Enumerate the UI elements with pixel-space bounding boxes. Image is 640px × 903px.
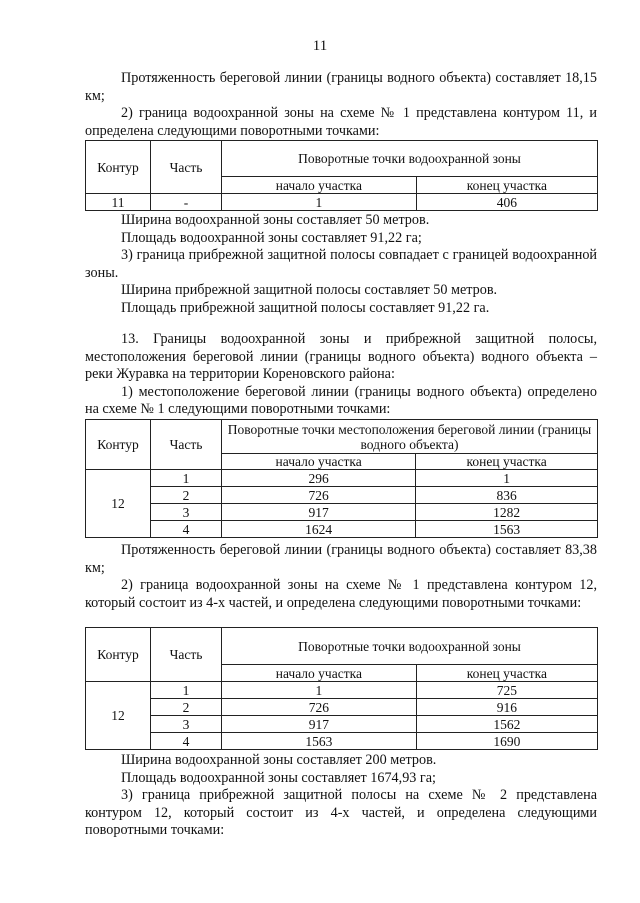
- table-row: [86, 487, 598, 504]
- header-kontur: Контур: [86, 141, 151, 194]
- cell-chast: 2: [151, 699, 222, 716]
- text-block-5: [85, 752, 597, 840]
- header-chast: Часть: [151, 141, 222, 194]
- table-row: [86, 194, 598, 211]
- cell-end: 1562: [416, 716, 597, 733]
- cell-end: 725: [416, 682, 597, 699]
- cell-end: 406: [416, 194, 597, 211]
- table-water-zone-contour-12: [85, 627, 598, 750]
- cell-start: 917: [222, 504, 416, 521]
- cell-start: 726: [222, 699, 417, 716]
- text-block-3: [85, 331, 597, 419]
- header-points: Поворотные точки местоположения береговой линии (границы водного объекта): [222, 420, 598, 454]
- section-13-heading: 13. Границы водоохранной зоны и прибрежной защитной полосы, местоположения береговой линии (границы водного объекта) водного объекта – реки Журавка на территории Кореновского района:: [85, 331, 597, 382]
- table-row: [86, 682, 598, 699]
- cell-end: 1: [416, 470, 598, 487]
- table-row: [86, 521, 598, 538]
- header-end: конец участка: [416, 665, 597, 682]
- paragraph: 2) граница водоохранной зоны на схеме № 1 представлена контуром 11, и определена следующими поворотными точками:: [85, 105, 597, 139]
- cell-start: 726: [222, 487, 416, 504]
- text-block-1: [85, 70, 597, 140]
- cell-kontur: 11: [86, 194, 151, 211]
- paragraph: 2) граница водоохранной зоны на схеме № 1 представлена контуром 12, который состоит из 4-х частей, и определена следующими поворотными точками:: [85, 577, 597, 611]
- table-shoreline-contour-12: [85, 419, 598, 538]
- paragraph: 1) местоположение береговой линии (границы водного объекта) определено на схеме № 1 следующими поворотными точками:: [85, 383, 597, 417]
- cell-start: 1: [222, 194, 417, 211]
- cell-chast: 3: [151, 716, 222, 733]
- cell-start: 1: [222, 682, 417, 699]
- cell-chast: 4: [151, 521, 222, 538]
- cell-chast: 1: [151, 682, 222, 699]
- paragraph: Площадь водоохранной зоны составляет 91,22 га;: [121, 229, 422, 246]
- paragraph: Ширина водоохранной зоны составляет 200 метров.: [121, 752, 437, 768]
- cell-end: 1563: [416, 521, 598, 538]
- cell-end: 836: [416, 487, 598, 504]
- text-block-2: [85, 212, 597, 317]
- cell-end: 1282: [416, 504, 598, 521]
- paragraph: Площадь водоохранной зоны составляет 1674,93 га;: [121, 769, 436, 786]
- table-row: [86, 733, 598, 750]
- header-kontur: Контур: [86, 628, 151, 682]
- page-number: 11: [312, 38, 328, 54]
- table-row: [86, 699, 598, 716]
- table-row: [86, 716, 598, 733]
- cell-start: 1624: [222, 521, 416, 538]
- paragraph: Протяженность береговой линии (границы водного объекта) составляет 18,15 км;: [85, 70, 597, 104]
- table-row: [86, 504, 598, 521]
- paragraph: 3) граница прибрежной защитной полосы на схеме № 2 представлена контуром 12, который состоит из 4-х частей, и определена следующими поворотными точками:: [85, 787, 597, 838]
- cell-start: 1563: [222, 733, 417, 750]
- cell-chast: 4: [151, 733, 222, 750]
- table-water-zone-contour-11: [85, 140, 598, 211]
- header-chast: Часть: [151, 628, 222, 682]
- header-points: Поворотные точки водоохранной зоны: [222, 141, 598, 177]
- cell-kontur: 12: [86, 682, 151, 750]
- header-end: конец участка: [416, 454, 598, 470]
- paragraph: Ширина водоохранной зоны составляет 50 метров.: [121, 212, 430, 228]
- cell-chast: 1: [151, 470, 222, 487]
- text-block-4: [85, 542, 597, 612]
- header-end: конец участка: [416, 177, 597, 194]
- paragraph: Протяженность береговой линии (границы водного объекта) составляет 83,38 км;: [85, 542, 597, 576]
- header-points: Поворотные точки водоохранной зоны: [222, 628, 598, 665]
- paragraph: Ширина прибрежной защитной полосы составляет 50 метров.: [121, 282, 498, 298]
- header-start: начало участка: [222, 454, 416, 470]
- header-start: начало участка: [222, 177, 417, 194]
- header-start: начало участка: [222, 665, 417, 682]
- cell-kontur: 12: [86, 470, 151, 538]
- header-chast: Часть: [151, 420, 222, 470]
- cell-chast: -: [151, 194, 222, 211]
- cell-start: 296: [222, 470, 416, 487]
- cell-end: 916: [416, 699, 597, 716]
- cell-end: 1690: [416, 733, 597, 750]
- header-kontur: Контур: [86, 420, 151, 470]
- cell-chast: 2: [151, 487, 222, 504]
- cell-chast: 3: [151, 504, 222, 521]
- paragraph: 3) граница прибрежной защитной полосы совпадает с границей водоохранной зоны.: [85, 247, 597, 281]
- cell-start: 917: [222, 716, 417, 733]
- table-row: [86, 470, 598, 487]
- paragraph: Площадь прибрежной защитной полосы составляет 91,22 га.: [121, 299, 490, 316]
